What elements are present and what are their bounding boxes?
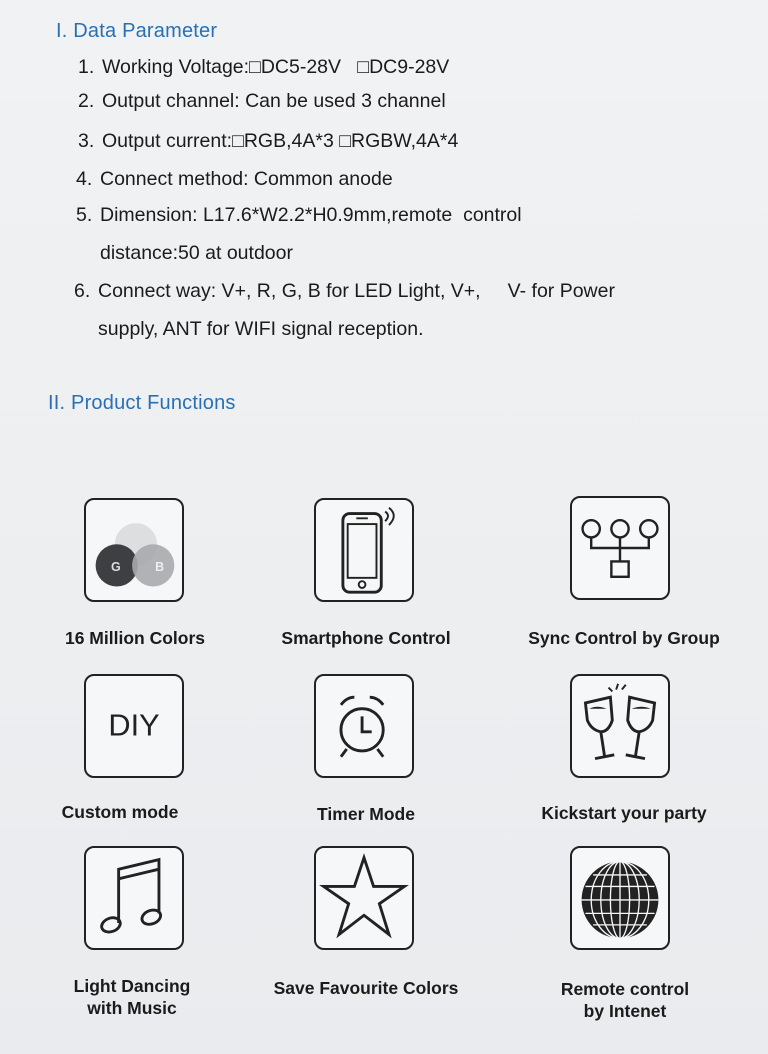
param-number: 3. xyxy=(78,130,95,152)
feature-label-remote-line2: by Intenet xyxy=(583,1001,667,1021)
wine-glasses-icon xyxy=(570,674,670,778)
param-number: 4. xyxy=(76,168,93,190)
diy-icon xyxy=(84,674,184,778)
alarm-clock-icon xyxy=(314,674,414,778)
group-network-icon xyxy=(570,496,670,600)
section-title-data-parameter: I. Data Parameter xyxy=(56,20,218,42)
rgb-letter-g: G xyxy=(110,560,121,575)
diy-text: DIY xyxy=(108,707,160,743)
star-icon xyxy=(314,846,414,950)
param-text-continued: supply, ANT for WIFI signal reception. xyxy=(98,318,424,340)
feature-label-favourite: Save Favourite Colors xyxy=(273,978,459,998)
smartphone-icon xyxy=(314,498,414,602)
feature-label-music-line2: with Music xyxy=(87,998,177,1018)
param-number: 5. xyxy=(76,204,93,226)
param-item-2 xyxy=(78,82,446,120)
feature-label-timer: Timer Mode xyxy=(317,804,415,824)
param-item-5 xyxy=(76,196,522,272)
param-text: Output channel: Can be used 3 channel xyxy=(102,90,446,112)
param-text-continued: distance:50 at outdoor xyxy=(100,242,293,264)
feature-label-custom-mode: Custom mode xyxy=(61,802,179,822)
param-item-1 xyxy=(78,48,449,86)
feature-label-music-line1: Light Dancing xyxy=(73,976,191,996)
param-number: 1. xyxy=(78,56,95,78)
param-item-3 xyxy=(78,122,458,160)
feature-label-party: Kickstart your party xyxy=(541,803,707,823)
param-text: Output current:□RGB,4A*3 □RGBW,4A*4 xyxy=(102,130,459,152)
param-text: Connect method: Common anode xyxy=(100,168,393,190)
feature-label-remote xyxy=(505,978,745,1022)
globe-icon xyxy=(570,846,670,950)
rgb-circles-icon xyxy=(84,498,184,602)
param-item-4 xyxy=(76,160,393,198)
param-text: Connect way: V+, R, G, B for LED Light, V+, V- for Power xyxy=(98,280,615,302)
music-note-icon xyxy=(84,846,184,950)
feature-label-colors: 16 Million Colors xyxy=(64,628,206,648)
feature-label-remote-line1: Remote control xyxy=(560,979,690,999)
param-item-6 xyxy=(74,272,615,348)
param-text: Dimension: L17.6*W2.2*H0.9mm,remote control xyxy=(100,204,522,226)
section-title-product-functions: II. Product Functions xyxy=(48,392,236,414)
feature-label-music xyxy=(12,975,252,1019)
param-text: Working Voltage:□DC5-28V □DC9-28V xyxy=(102,56,450,78)
feature-label-sync: Sync Control by Group xyxy=(528,628,720,648)
param-number: 2. xyxy=(78,90,95,112)
rgb-letter-b: B xyxy=(155,560,165,575)
feature-label-smartphone: Smartphone Control xyxy=(281,628,451,648)
param-number: 6. xyxy=(74,280,91,302)
